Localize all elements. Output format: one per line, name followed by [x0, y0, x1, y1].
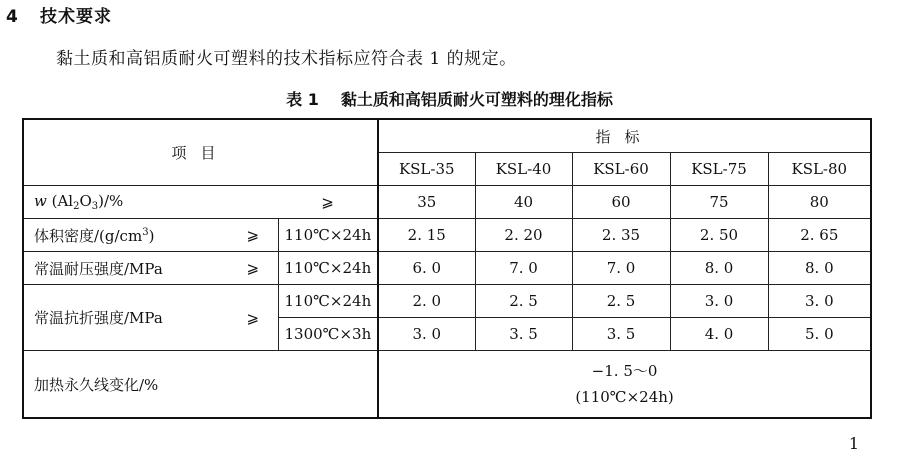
- page-number: 1: [848, 434, 859, 453]
- al2o3-label: w $(Al_2O_3)/\%$: [23, 186, 278, 219]
- flex-label: 常温抗折强度/MPa: [23, 285, 228, 351]
- section-heading: [6, 2, 112, 27]
- al2o3-symbol: ⩾: [278, 186, 378, 219]
- table-caption-title: 黏土质和高铝质耐火可塑料的理化指标: [340, 90, 613, 109]
- indicator-header: 指标: [378, 119, 871, 153]
- grade-header: KSL-75: [670, 153, 768, 186]
- linear-change-label: 加热永久线变化/%: [23, 351, 378, 419]
- crush-condition: 110℃×24h: [278, 252, 378, 285]
- grade-header: KSL-80: [768, 153, 871, 186]
- table-cell: 6. 0: [378, 252, 475, 285]
- table-cell: 2. 65: [768, 219, 871, 252]
- density-label: 体积密度$/(g/cm^3)$: [23, 219, 228, 252]
- grade-header: KSL-35: [378, 153, 475, 186]
- flex-condition-2: 1300℃×3h: [278, 318, 378, 351]
- linear-change-range: −1. 5～0: [591, 362, 658, 380]
- flex-symbol: ⩾: [228, 285, 278, 351]
- table-caption: [0, 87, 899, 110]
- table-cell: 2. 35: [572, 219, 670, 252]
- table-cell: 2. 0: [378, 285, 475, 318]
- grade-header: KSL-40: [475, 153, 572, 186]
- table-cell: 80: [768, 186, 871, 219]
- crush-symbol: ⩾: [228, 252, 278, 285]
- table-cell: 2. 50: [670, 219, 768, 252]
- table-cell: 60: [572, 186, 670, 219]
- section-title: 技术要求: [40, 7, 112, 27]
- row-al2o3: [23, 186, 871, 219]
- table-caption-number: 表 1: [286, 90, 319, 109]
- spec-table: [22, 118, 872, 419]
- row-density: [23, 219, 871, 252]
- table-cell: 3. 0: [378, 318, 475, 351]
- table-cell: 2. 5: [475, 285, 572, 318]
- linear-change-condition: (110℃×24h): [575, 388, 674, 406]
- section-number: 4: [6, 7, 19, 27]
- density-symbol: ⩾: [228, 219, 278, 252]
- table-cell: 5. 0: [768, 318, 871, 351]
- linear-change-value: [378, 351, 871, 419]
- table-cell: 3. 5: [572, 318, 670, 351]
- crush-label: 常温耐压强度/MPa: [23, 252, 228, 285]
- table-cell: 8. 0: [768, 252, 871, 285]
- table-cell: 2. 15: [378, 219, 475, 252]
- table-cell: 4. 0: [670, 318, 768, 351]
- row-flex-1: [23, 285, 871, 318]
- table-cell: 3. 5: [475, 318, 572, 351]
- table-cell: 40: [475, 186, 572, 219]
- table-cell: 7. 0: [572, 252, 670, 285]
- table-cell: 35: [378, 186, 475, 219]
- density-condition: 110℃×24h: [278, 219, 378, 252]
- table-cell: 2. 20: [475, 219, 572, 252]
- row-linear-change: [23, 351, 871, 419]
- table-cell: 8. 0: [670, 252, 768, 285]
- row-crush: [23, 252, 871, 285]
- item-header: 项目: [23, 119, 378, 186]
- body-paragraph: 黏土质和高铝质耐火可塑料的技术指标应符合表 1 的规定。: [56, 49, 517, 69]
- table-cell: 75: [670, 186, 768, 219]
- flex-condition-1: 110℃×24h: [278, 285, 378, 318]
- table-cell: 7. 0: [475, 252, 572, 285]
- grade-header: KSL-60: [572, 153, 670, 186]
- header-row-1: [23, 119, 871, 153]
- table-cell: 3. 0: [670, 285, 768, 318]
- table-cell: 2. 5: [572, 285, 670, 318]
- table-cell: 3. 0: [768, 285, 871, 318]
